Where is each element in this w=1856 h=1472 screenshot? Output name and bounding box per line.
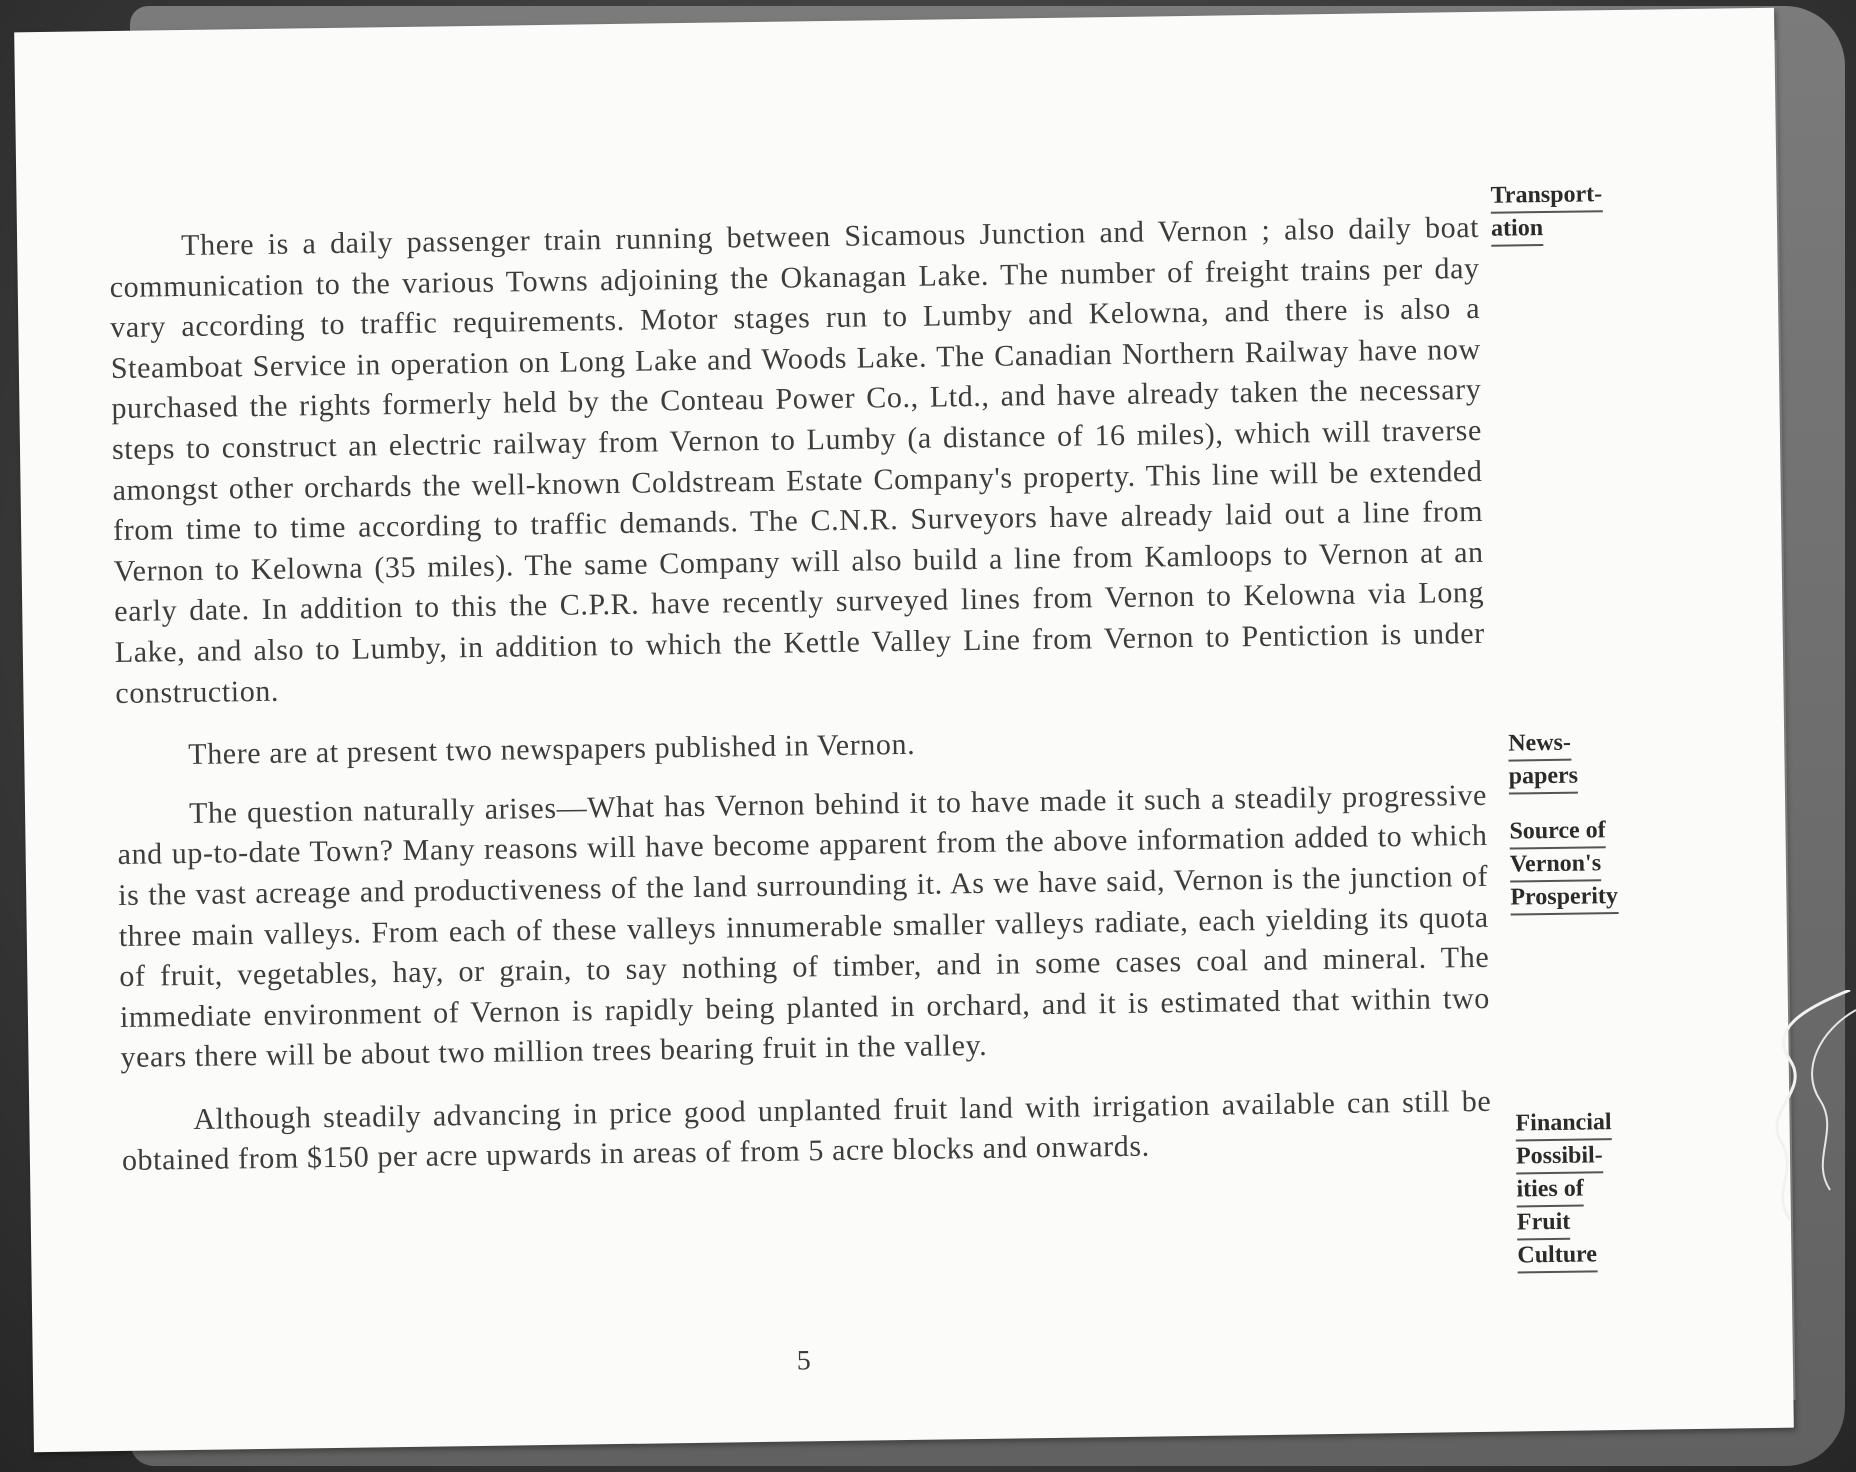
document-page (14, 8, 1794, 1452)
margin-note-line: Vernon's (1510, 849, 1602, 882)
page-number: 5 (796, 1345, 812, 1377)
paragraph-newspapers: There are at present two newspapers published in Vernon. (188, 727, 916, 772)
margin-note-line: Culture (1517, 1240, 1597, 1273)
margin-note-line: ities of (1516, 1175, 1584, 1208)
margin-note-line: Transport- (1490, 180, 1602, 214)
paragraph-financial: Although steadily advancing in price good unplanted fruit land with irrigation available can still be obtained from $150 per acre upwards in areas of from 5 acre blocks and onwards. (121, 1084, 1492, 1178)
margin-note-line: papers (1509, 762, 1579, 795)
paragraph-transportation: There is a daily passenger train running between Sicamous Junction and Vernon ; also daily boat communication to the various Towns adjoining the Okanagan Lake. The number of freight trains per day vary according to traffic requirements. Motor stages run to Lumby and Kelowna, and there is also a Steamboat Service in operation on Long Lake and Woods Lake. The Canadian Northern Railway have now purchased the rights formerly held by the Conteau Power Co., Ltd., and have already taken the necessary steps to construct an electric railway from Vernon to Lumby (a distance of 16 miles), which will traverse amongst other orchards the well-known Coldstream Estate Company's property. This line will be extended from time to time according to traffic demands. The C.N.R. Surveyors have already laid out a line from Vernon to Kelowna (35 miles). The same Company will also build a line from Kamloops to Vernon at an early date. In addition to this the C.P.R. have recently surveyed lines from Vernon to Kelowna via Long Lake, and also to Lumby, in addition to which the Kettle Valley Line from Vernon to Pentiction is under construction. (109, 210, 1485, 710)
margin-note-line: News- (1508, 729, 1571, 762)
margin-note-transportation (1490, 180, 1602, 248)
margin-note-line: Source of (1509, 816, 1606, 849)
margin-note-line: Fruit (1517, 1208, 1571, 1241)
margin-note-line: Possibil- (1516, 1141, 1603, 1174)
body-text (109, 208, 1493, 1204)
margin-note-line: Prosperity (1510, 882, 1618, 915)
margin-note-financial (1515, 1108, 1613, 1274)
binding-string (1760, 990, 1856, 1230)
margin-note-newspapers (1508, 729, 1578, 796)
margin-note-line: ation (1491, 214, 1543, 247)
margin-note-line: Financial (1515, 1108, 1611, 1141)
margin-note-prosperity (1509, 816, 1618, 916)
paragraph-prosperity: The question naturally arises—What has Vernon behind it to have made it such a steadily progressive and up-to-date Town? Many reasons will have become apparent from the above information added to which is the vast acreage and productiveness of the land surrounding it. As we have said, Vernon is the junction of three main valleys. From each of these valleys innumerable smaller valleys radiate, each yielding its quota of fruit, vegetables, hay, or grain, to say nothing of timber, and in some cases coal and mineral. The immediate environment of Vernon is rapidly being planted in orchard, and it is estimated that within two years there will be about two million trees bearing fruit in the valley. (117, 778, 1491, 1075)
